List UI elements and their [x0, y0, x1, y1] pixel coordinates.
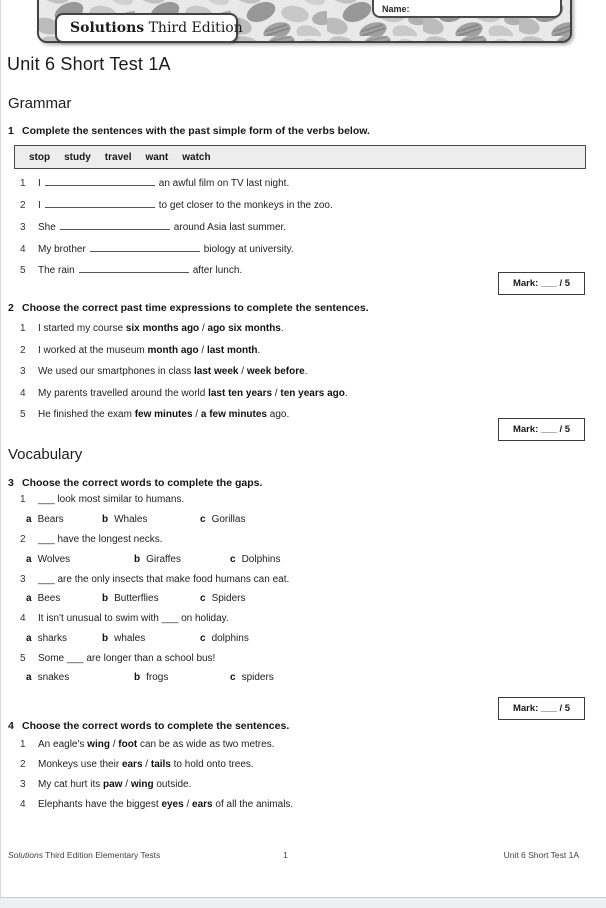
item-text: My brother: [38, 244, 86, 255]
item-number: 4: [20, 613, 26, 624]
option-text: snakes: [37, 672, 70, 683]
option-text: Spiders: [211, 593, 246, 604]
item-text: My parents travelled around the world last ten years / ten years ago.: [38, 388, 348, 399]
item-text: after lunch.: [192, 265, 243, 276]
word-bank-word: watch: [182, 151, 211, 163]
exercise-2-heading: [8, 302, 369, 314]
ex4-item: [20, 739, 274, 750]
exercise-4-number: 4: [8, 720, 14, 732]
exercise-3-heading: [8, 477, 262, 489]
exercise-3-number: 3: [8, 477, 14, 489]
brand-tab: [55, 13, 243, 43]
brand-edition: Third Edition: [144, 20, 243, 36]
option-text: Bears: [37, 514, 64, 525]
item-number: 1: [20, 739, 26, 750]
name-field-box: [372, 0, 562, 18]
option-c: [230, 672, 274, 683]
item-text: ___ have the longest necks.: [38, 534, 163, 545]
option-text: Bees: [37, 593, 61, 604]
ex3-options: [26, 672, 274, 683]
option-c: [200, 514, 245, 525]
option-letter: b: [102, 514, 109, 525]
answer-blank: [45, 198, 155, 208]
ex1-item: [20, 176, 289, 189]
option-letter: a: [26, 554, 32, 565]
option-letter: c: [200, 514, 206, 525]
option-text: Dolphins: [241, 554, 281, 565]
item-text: It isn't unusual to swim with ___ on holiday.: [38, 613, 229, 624]
ex4-item: [20, 799, 293, 810]
option-letter: a: [26, 672, 32, 683]
option-letter: a: [26, 514, 32, 525]
item-text: Monkeys use their ears / tails to hold onto trees.: [38, 759, 254, 770]
option-letter: b: [134, 672, 141, 683]
ex3-stem: [20, 534, 163, 545]
ex1-item: [20, 220, 286, 233]
item-text: around Asia last summer.: [173, 222, 287, 233]
item-text: I started my course six months ago / ago six months.: [38, 323, 284, 334]
option-text: spiders: [241, 672, 274, 683]
ex3-stem: [20, 494, 184, 505]
item-number: 3: [20, 222, 26, 233]
ex2-item: [20, 366, 307, 377]
exercise-1-heading: [8, 125, 370, 137]
ex2-item: [20, 388, 348, 399]
option-a: [26, 514, 102, 525]
item-text: She: [38, 222, 56, 233]
item-text: My cat hurt its paw / wing outside.: [38, 779, 192, 790]
ex3-stem: [20, 613, 229, 624]
option-b: [134, 672, 230, 683]
exercise-4-instruction: Choose the correct words to complete the sentences.: [22, 720, 290, 732]
mark-box-1: [498, 272, 585, 295]
footer-series-italic: Solutions: [8, 850, 43, 860]
item-text: We used our smartphones in class last week / week before.: [38, 366, 308, 377]
item-number: 1: [20, 323, 26, 334]
ex2-item: [20, 409, 289, 420]
mark-text: Mark: ___ / 5: [512, 703, 571, 714]
option-letter: b: [102, 633, 109, 644]
option-letter: b: [102, 593, 109, 604]
item-number: 3: [20, 574, 26, 585]
option-b: [102, 593, 200, 604]
item-number: 5: [20, 653, 26, 664]
answer-blank: [45, 176, 155, 186]
item-text: ___ are the only insects that make food humans can eat.: [38, 574, 290, 585]
word-bank-word: want: [145, 151, 169, 163]
word-bank-word: study: [64, 151, 91, 163]
option-a: [26, 672, 134, 683]
ex3-options: [26, 593, 245, 604]
item-text: Elephants have the biggest eyes / ears of all the animals.: [38, 799, 294, 810]
vocabulary-section-heading: Vocabulary: [8, 446, 83, 463]
item-text: Some ___ are longer than a school bus!: [38, 653, 216, 664]
ex3-stem: [20, 653, 215, 664]
option-b: [102, 633, 200, 644]
item-number: 1: [20, 178, 26, 189]
answer-blank: [90, 242, 200, 252]
footer-test-name: Unit 6 Short Test 1A: [503, 850, 579, 860]
mark-text: Mark: ___ / 5: [512, 278, 571, 289]
option-a: [26, 633, 102, 644]
item-text: I: [38, 178, 41, 189]
option-letter: c: [200, 633, 206, 644]
footer-series-title: Solutions Third Edition Elementary Tests: [8, 850, 161, 860]
option-c: [200, 633, 249, 644]
option-text: dolphins: [211, 633, 249, 644]
exercise-1-number: 1: [8, 125, 14, 137]
item-number: 3: [20, 366, 26, 377]
option-letter: c: [200, 593, 206, 604]
option-letter: a: [26, 593, 32, 604]
grammar-section-heading: Grammar: [8, 95, 72, 112]
option-letter: c: [230, 672, 236, 683]
ex1-item: [20, 198, 333, 211]
item-text: biology at university.: [203, 244, 294, 255]
mark-box-3: [498, 697, 585, 720]
item-number: 2: [20, 759, 26, 770]
ex1-item: [20, 242, 294, 255]
name-label: Name:: [382, 4, 410, 14]
item-text: He finished the exam few minutes / a few minutes ago.: [38, 409, 290, 420]
item-text: to get closer to the monkeys in the zoo.: [158, 200, 333, 211]
option-letter: a: [26, 633, 32, 644]
item-number: 3: [20, 779, 26, 790]
item-number: 2: [20, 534, 26, 545]
mark-box-2: [498, 418, 585, 441]
option-a: [26, 554, 134, 565]
option-c: [200, 593, 245, 604]
word-bank-word: travel: [104, 151, 132, 163]
ex1-item: [20, 263, 242, 276]
item-text: ___ look most similar to humans.: [38, 494, 185, 505]
word-bank-word: stop: [29, 151, 51, 163]
answer-blank: [79, 263, 189, 273]
option-text: frogs: [146, 672, 169, 683]
item-number: 2: [20, 345, 26, 356]
answer-blank: [60, 220, 170, 230]
option-text: Whales: [114, 514, 148, 525]
ex3-options: [26, 554, 280, 565]
exercise-2-instruction: Choose the correct past time expressions to complete the sentences.: [22, 302, 369, 314]
option-text: sharks: [37, 633, 68, 644]
option-b: [102, 514, 200, 525]
exercise-3-instruction: Choose the correct words to complete the gaps.: [22, 477, 263, 489]
option-text: Wolves: [37, 554, 71, 565]
option-text: whales: [114, 633, 146, 644]
item-text: I: [38, 200, 41, 211]
option-letter: b: [134, 554, 141, 565]
option-c: [230, 554, 280, 565]
ex2-item: [20, 345, 260, 356]
ex4-item: [20, 759, 254, 770]
ex3-options: [26, 514, 245, 525]
footer-page-number: 1: [283, 850, 288, 860]
item-text: an awful film on TV last night.: [158, 178, 290, 189]
option-a: [26, 593, 102, 604]
viewer-background-band: [0, 897, 606, 908]
ex2-item: [20, 323, 284, 334]
option-b: [134, 554, 230, 565]
brand-name: Solutions: [70, 20, 145, 36]
item-text: The rain: [38, 265, 75, 276]
word-bank: [14, 145, 586, 169]
ex3-options: [26, 633, 249, 644]
option-text: Butterflies: [114, 593, 159, 604]
page-title: Unit 6 Short Test 1A: [7, 54, 171, 74]
ex4-item: [20, 779, 191, 790]
item-number: 4: [20, 244, 26, 255]
item-number: 2: [20, 200, 26, 211]
exercise-4-heading: [8, 720, 289, 732]
mark-text: Mark: ___ / 5: [512, 424, 571, 435]
option-letter: c: [230, 554, 236, 565]
ex3-stem: [20, 574, 289, 585]
item-number: 4: [20, 388, 26, 399]
exercise-1-instruction: Complete the sentences with the past simple form of the verbs below.: [22, 125, 370, 137]
item-number: 1: [20, 494, 26, 505]
item-text: I worked at the museum month ago / last month.: [38, 345, 261, 356]
option-text: Gorillas: [211, 514, 246, 525]
item-number: 5: [20, 409, 26, 420]
exercise-2-number: 2: [8, 302, 14, 314]
option-text: Giraffes: [146, 554, 181, 565]
item-text: An eagle's wing / foot can be as wide as two metres.: [38, 739, 275, 750]
item-number: 4: [20, 799, 26, 810]
item-number: 5: [20, 265, 26, 276]
